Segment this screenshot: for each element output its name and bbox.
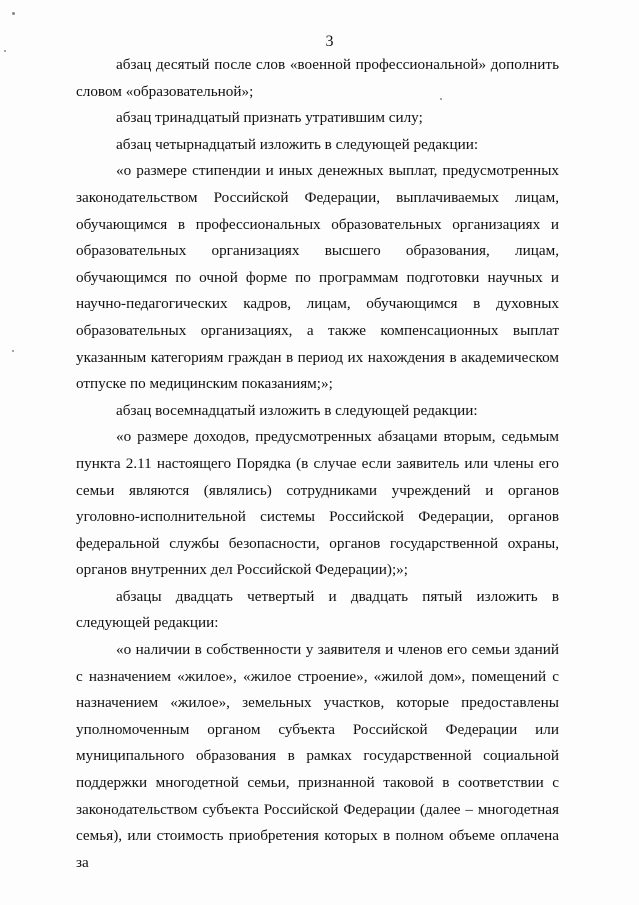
- scan-speck: [12, 12, 15, 15]
- paragraph: абзац четырнадцатый изложить в следующей редакции:: [116, 135, 479, 153]
- page-number: 3: [325, 33, 334, 50]
- paragraph: абзацы двадцать четвертый и двадцать пятый изложить в следующей редакции:: [76, 587, 559, 632]
- paragraph: «о размере доходов, предусмотренных абзацами вторым, седьмым пункта 2.11 настоящего Порядка (в случае если заявитель или члены его семьи являются (являлись) сотрудниками учреждений и органов уголовно-исполнительной системы Российской Федерации, органов федеральной службы безопасности, органов государственной охраны, органов внутренних дел Российской Федерации);»;: [76, 428, 559, 579]
- paragraph: «о наличии в собственности у заявителя и членов его семьи зданий с назначением «жилое», «жилое строение», «жилой дом», помещений с назначением «жилое», земельных участков, которые предоставлены уполномоченным органом субъекта Российской Федерации или муниципального образования в рамках государственной социальной поддержки многодетной семьи, признанной таковой в соответствии с законодательством субъекта Российской Федерации (далее – многодетная семья), или стоимость приобретения которых в полном объеме оплачена за: [76, 641, 559, 871]
- paragraph: «о размере стипендии и иных денежных выплат, предусмотренных законодательством Российской Федерации, выплачиваемых лицам, обучающимся в профессиональных образовательных организациях и образовательных организациях высшего образования, лицам, обучающимся по очной форме по программам подготовки научных и научно-педагогических кадров, лицам, обучающимся в духовных образовательных организациях, а также компенсационных выплат указанным категориям граждан в период их нахождения в академическом отпуске по медицинским показаниям;»;: [76, 162, 559, 393]
- scan-speck: [12, 350, 14, 352]
- scan-speck: [4, 50, 6, 52]
- paragraph: абзац восемнадцатый изложить в следующей редакции:: [116, 401, 478, 419]
- paragraph: абзац тринадцатый признать утратившим силу;: [116, 109, 423, 127]
- document-body: [76, 52, 559, 876]
- paragraph: абзац десятый после слов «военной профессиональной» дополнить словом «образовательной»;: [76, 56, 559, 100]
